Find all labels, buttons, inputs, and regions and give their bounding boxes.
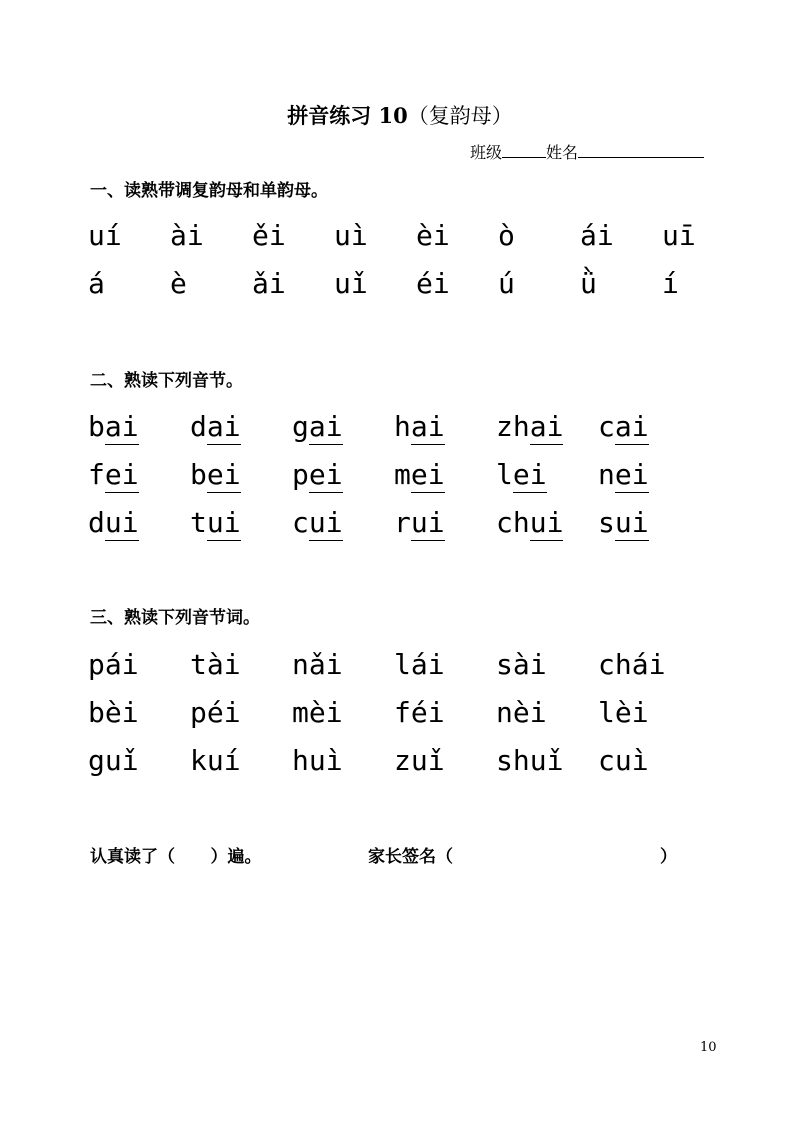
pinyin-item: uī (662, 218, 696, 252)
syllable-item (292, 506, 394, 539)
pinyin-item: lèi (598, 695, 649, 729)
section1-row (88, 211, 744, 259)
parent-sign-line (368, 842, 688, 867)
syllable-final-underlined: ei (410, 457, 445, 491)
pinyin-item: zuǐ (394, 743, 445, 777)
syllable-item (394, 458, 496, 491)
pinyin-item: ài (170, 218, 204, 252)
section2-row (88, 450, 700, 498)
syllable-item (190, 410, 292, 443)
section3-row (88, 736, 700, 784)
syllable-initial: f (88, 457, 105, 491)
syllable-item (394, 506, 496, 539)
syllable-final-underlined: ui (529, 505, 564, 539)
syllable-initial: ch (496, 505, 530, 539)
name-label: 姓名 (546, 143, 579, 162)
pinyin-item: uǐ (334, 266, 368, 300)
pinyin-item: lái (394, 647, 445, 681)
pinyin-item: huì (292, 743, 343, 777)
pinyin-item: féi (394, 695, 445, 729)
pinyin-item: í (662, 266, 679, 300)
pinyin-item: ǎi (252, 266, 286, 300)
pinyin-item: è (170, 266, 187, 300)
syllable-initial: t (190, 505, 207, 539)
pinyin-item: ěi (252, 218, 286, 252)
page-title (0, 100, 800, 130)
syllable-final-underlined: ui (614, 505, 649, 539)
section3-row (88, 688, 700, 736)
syllable-final-underlined: ei (104, 457, 139, 491)
section3-grid (88, 640, 700, 784)
syllable-item (292, 458, 394, 491)
syllable-initial: s (598, 505, 615, 539)
section2-row (88, 498, 700, 546)
syllable-final-underlined: ai (410, 409, 445, 443)
syllable-initial: zh (496, 409, 530, 443)
pinyin-item: bèi (88, 695, 139, 729)
syllable-initial: p (292, 457, 309, 491)
syllable-initial: l (496, 457, 513, 491)
syllable-final-underlined: ui (206, 505, 241, 539)
syllable-item (598, 458, 700, 491)
page-number: 10 (700, 1040, 717, 1055)
read-count-text: 认真读了（ ）遍。 (90, 847, 262, 867)
parent-sign-text: 家长签名（ (368, 847, 453, 867)
pinyin-item: ú (498, 266, 515, 300)
pinyin-item: cuì (598, 743, 649, 777)
syllable-item (88, 410, 190, 443)
pinyin-item: á (88, 266, 105, 300)
class-blank[interactable] (502, 143, 546, 158)
pinyin-item: sài (496, 647, 547, 681)
syllable-initial: d (190, 409, 207, 443)
syllable-item (496, 506, 598, 539)
syllable-initial: m (394, 457, 411, 491)
syllable-item (598, 506, 700, 539)
pinyin-item: tài (190, 647, 241, 681)
syllable-item (88, 458, 190, 491)
syllable-final-underlined: ai (529, 409, 564, 443)
pinyin-item: pái (88, 647, 139, 681)
pinyin-item: kuí (190, 743, 241, 777)
syllable-item (496, 458, 598, 491)
syllable-initial: c (598, 409, 615, 443)
syllable-initial: c (292, 505, 309, 539)
section3-heading: 三、熟读下列音节词。 (90, 608, 260, 628)
section2-grid (88, 402, 700, 546)
section1-heading: 一、读熟带调复韵母和单韵母。 (90, 181, 328, 201)
syllable-item (190, 458, 292, 491)
syllable-item (496, 410, 598, 443)
pinyin-item: ái (580, 218, 614, 252)
syllable-initial: b (190, 457, 207, 491)
syllable-item (598, 410, 700, 443)
syllable-item (88, 506, 190, 539)
section2-row (88, 402, 700, 450)
syllable-final-underlined: ei (308, 457, 343, 491)
syllable-final-underlined: ui (410, 505, 445, 539)
pinyin-item: shuǐ (496, 743, 564, 777)
syllable-initial: b (88, 409, 105, 443)
title-main: 拼音练习 10 (287, 103, 408, 128)
pinyin-item: guǐ (88, 743, 139, 777)
pinyin-item: chái (598, 647, 666, 681)
pinyin-item: nǎi (292, 647, 343, 681)
pinyin-item: péi (190, 695, 241, 729)
syllable-final-underlined: ai (308, 409, 343, 443)
syllable-initial: r (394, 505, 411, 539)
syllable-initial: n (598, 457, 615, 491)
syllable-final-underlined: ai (206, 409, 241, 443)
syllable-final-underlined: ei (614, 457, 649, 491)
syllable-final-underlined: ei (512, 457, 547, 491)
parent-sign-close: ） (660, 847, 677, 867)
syllable-final-underlined: ui (308, 505, 343, 539)
syllable-item (190, 506, 292, 539)
section2-heading: 二、熟读下列音节。 (90, 371, 243, 391)
class-name-line (470, 140, 704, 163)
syllable-item (292, 410, 394, 443)
syllable-item (394, 410, 496, 443)
pinyin-item: éi (416, 266, 450, 300)
section1-row (88, 259, 744, 307)
pinyin-item: èi (416, 218, 450, 252)
syllable-initial: h (394, 409, 411, 443)
pinyin-item: nèi (496, 695, 547, 729)
title-paren: （复韵母） (407, 104, 513, 128)
name-blank[interactable] (578, 143, 704, 158)
pinyin-item: mèi (292, 695, 343, 729)
pinyin-item: uí (88, 218, 122, 252)
class-label: 班级 (470, 143, 503, 162)
syllable-initial: g (292, 409, 309, 443)
syllable-final-underlined: ai (614, 409, 649, 443)
pinyin-item: ǜ (580, 266, 597, 300)
pinyin-item: uì (334, 218, 368, 252)
syllable-final-underlined: ai (104, 409, 139, 443)
pinyin-item: ò (498, 218, 515, 252)
section1-grid (88, 211, 744, 307)
syllable-final-underlined: ei (206, 457, 241, 491)
syllable-final-underlined: ui (104, 505, 139, 539)
section3-row (88, 640, 700, 688)
syllable-initial: d (88, 505, 105, 539)
